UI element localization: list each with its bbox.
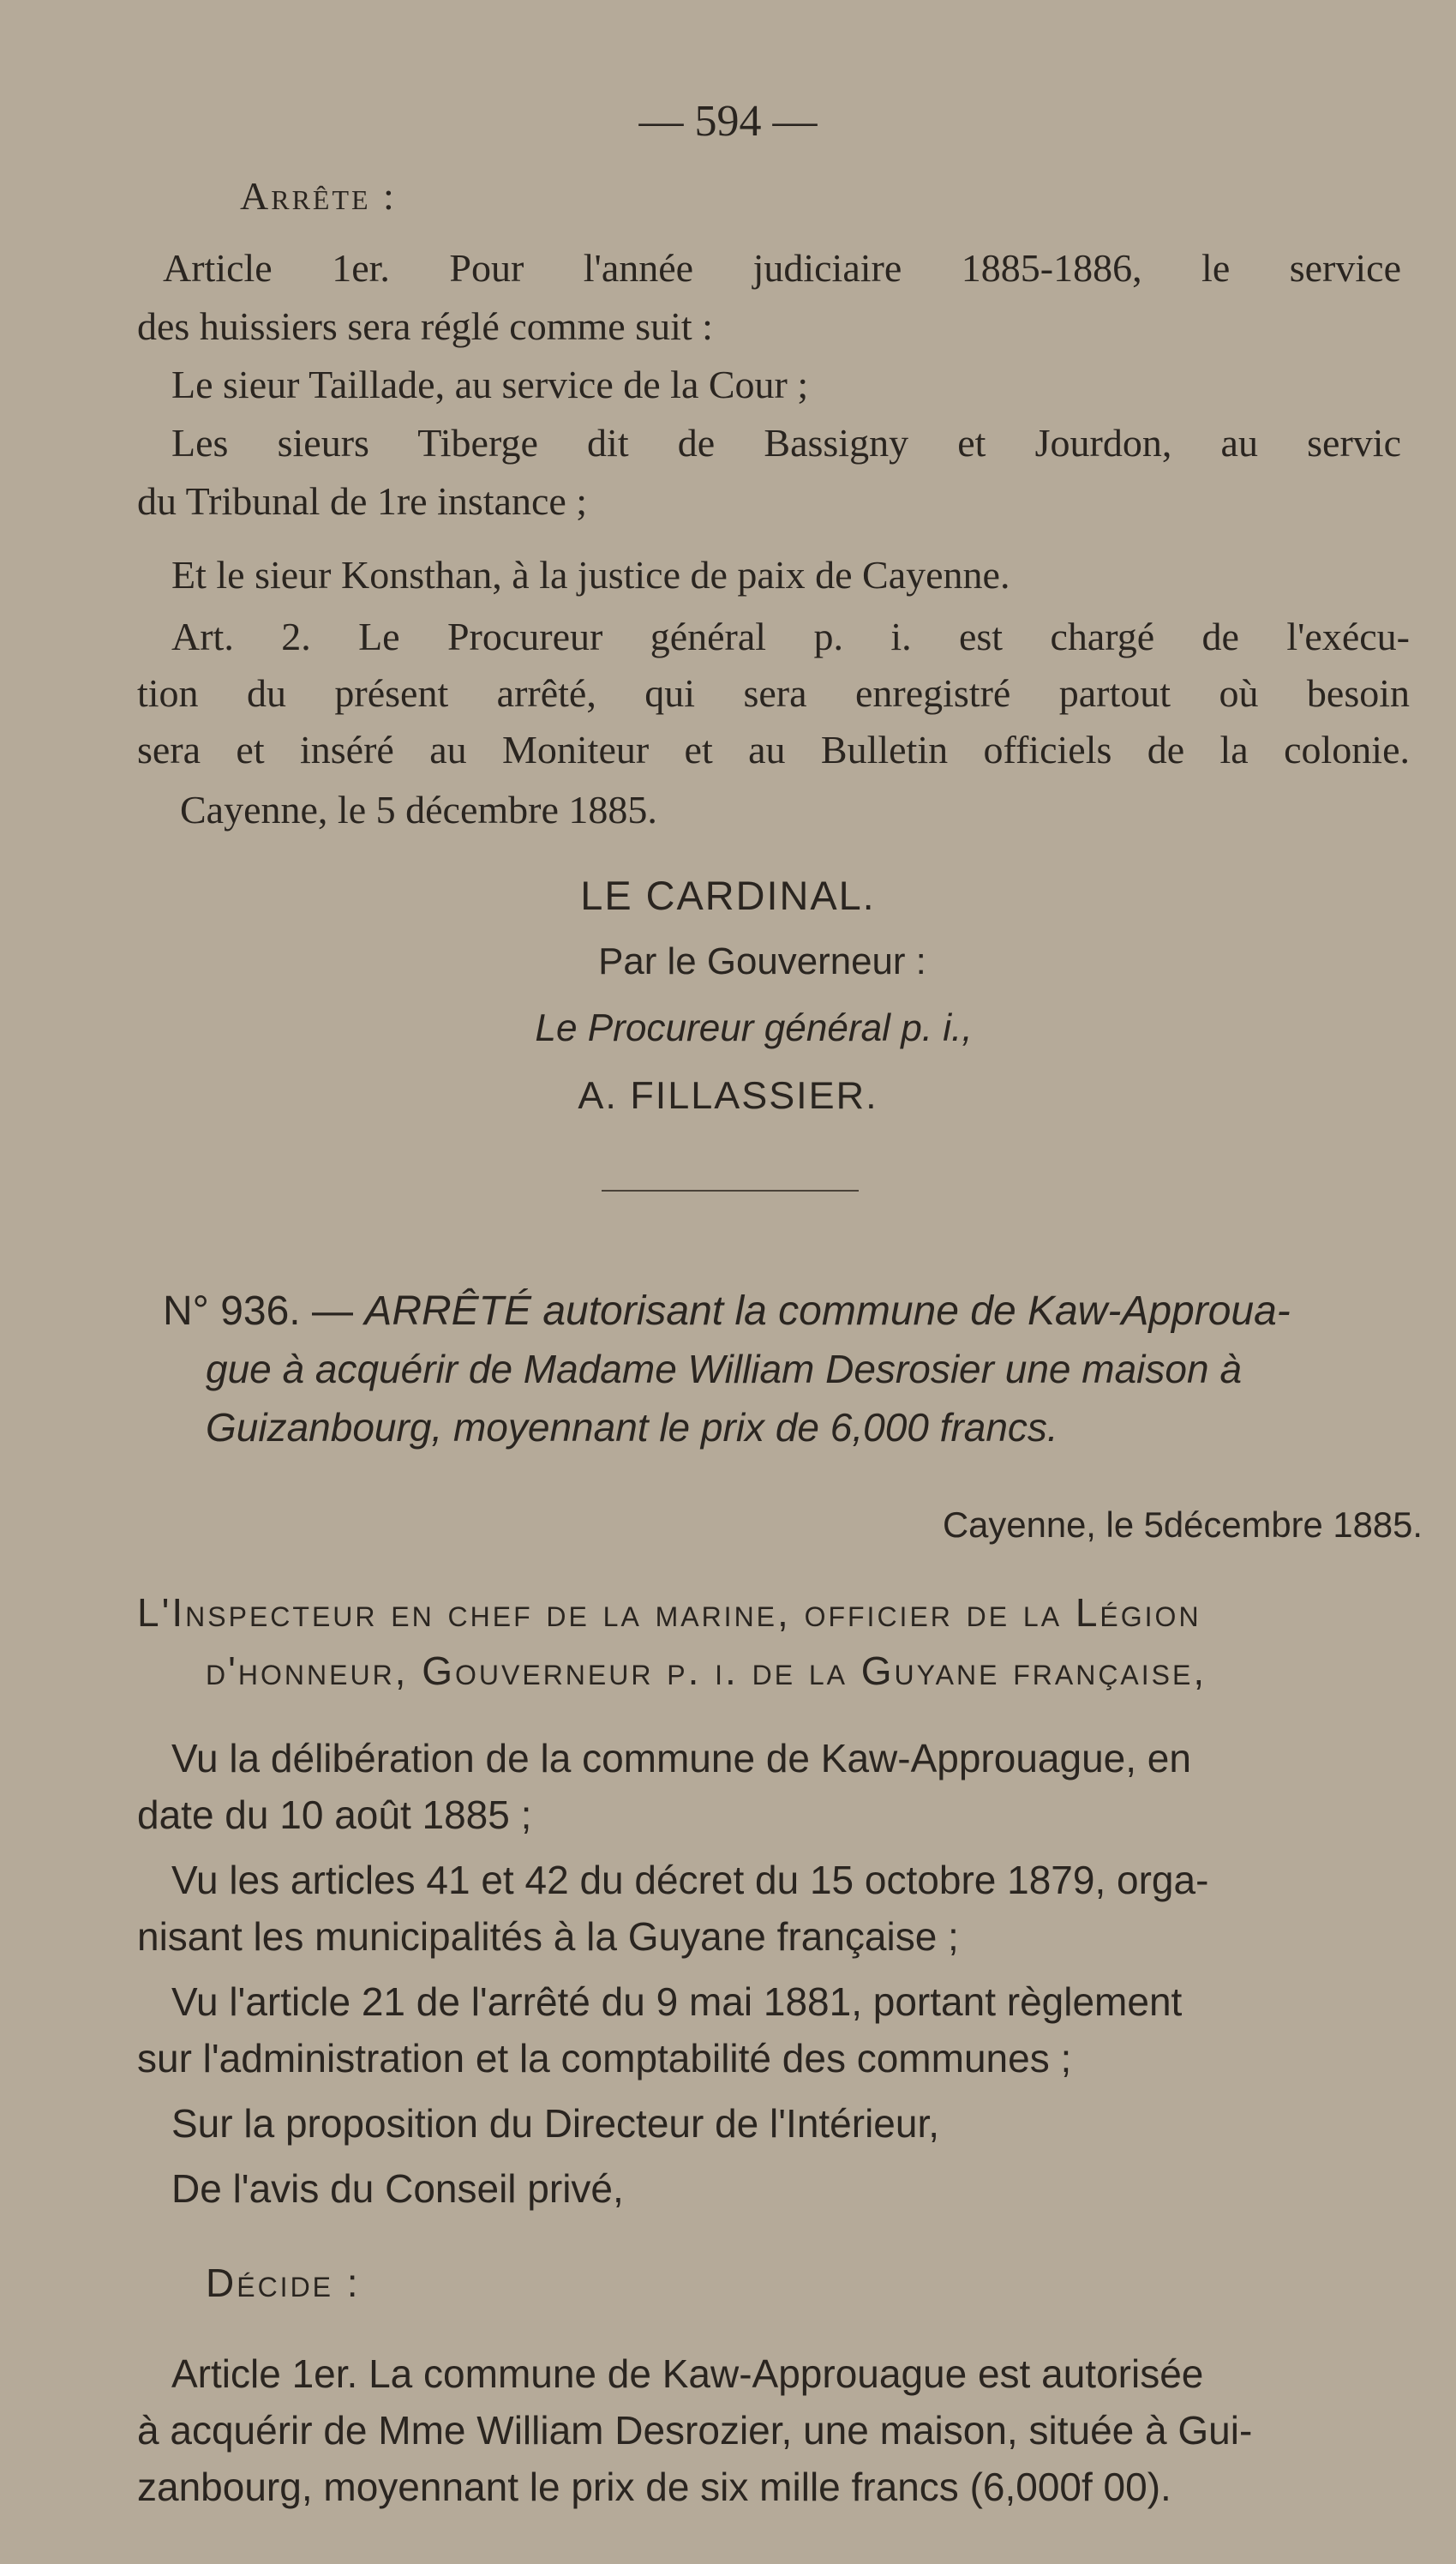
decide-article-line-1: Article 1er. La commune de Kaw-Approuague est autorisée [171, 2351, 1204, 2396]
vu-line-2: date du 10 août 1885 ; [137, 1792, 532, 1837]
article-1-line-1: Article 1er. Pour l'année judiciaire 1885-1886, le service [163, 246, 1401, 290]
arrete-936-title-line-1 [163, 1288, 1291, 1334]
arrete-heading: Arrête : [240, 174, 397, 218]
vu-line-1: Vu la délibération de la commune de Kaw-Approuague, en [171, 1736, 1191, 1780]
vu-line-3: Vu les articles 41 et 42 du décret du 15 octobre 1879, orga- [171, 1858, 1209, 1902]
article-1-line-2: des huissiers sera réglé comme suit : [137, 304, 713, 348]
vu-line-4: nisant les municipalités à la Guyane française ; [137, 1914, 959, 1959]
article-2-line-2: tion du présent arrêté, qui sera enregistré partout où besoin [137, 671, 1410, 715]
decide-article-line-3: zanbourg, moyennant le prix de six mille francs (6,000f 00). [137, 2465, 1171, 2509]
arrete-936-title-line-2: gue à acquérir de Madame William Desrosier une maison à [206, 1347, 1242, 1391]
arrete-title-1: ARRÊTÉ autorisant la commune de Kaw-Approua- [364, 1288, 1291, 1334]
signatory: LE CARDINAL. [580, 874, 876, 918]
decide-article-line-2: à acquérir de Mme William Desrozier, une maison, située à Gui- [137, 2408, 1253, 2453]
vu-line-5: Vu l'article 21 de l'arrêté du 9 mai 1881, portant règlement [171, 1979, 1183, 2024]
arrete-936-title-line-3: Guizanbourg, moyennant le prix de 6,000 francs. [206, 1405, 1058, 1450]
tiberge-line: Les sieurs Tiberge dit de Bassigny et Jourdon, au servic [171, 421, 1401, 465]
vu-line-8: De l'avis du Conseil privé, [171, 2166, 624, 2211]
section-divider [602, 1190, 859, 1192]
decide-heading: Décide : [206, 2261, 361, 2305]
article-2-line-1: Art. 2. Le Procureur général p. i. est chargé de l'exécu- [171, 615, 1410, 658]
vu-line-7: Sur la proposition du Directeur de l'Intérieur, [171, 2101, 940, 2146]
date-line: Cayenne, le 5 décembre 1885. [180, 788, 657, 832]
article-2-line-3: sera et inséré au Moniteur et au Bulletin officiels de la colonie. [137, 728, 1410, 772]
konsthan-line: Et le sieur Konsthan, à la justice de paix de Cayenne. [171, 553, 1010, 597]
dateline: Cayenne, le 5décembre 1885. [943, 1504, 1423, 1545]
procureur-name: A. FILLASSIER. [578, 1073, 878, 1117]
taillade-line: Le sieur Taillade, au service de la Cour ; [171, 363, 809, 406]
preamble-line-2: d'honneur, Gouverneur p. i. de la Guyane française, [206, 1648, 1207, 1693]
tribunal-line: du Tribunal de 1re instance ; [137, 479, 588, 523]
procureur-title: Le Procureur général p. i., [535, 1007, 973, 1049]
arrete-number: N° 936. — [163, 1288, 353, 1334]
page-number: — 594 — [638, 97, 818, 146]
vu-line-6: sur l'administration et la comptabilité des communes ; [137, 2036, 1072, 2081]
preamble-line-1: L'Inspecteur en chef de la marine, officier de la Légion [137, 1590, 1201, 1635]
par-le-gouverneur: Par le Gouverneur : [598, 940, 926, 982]
